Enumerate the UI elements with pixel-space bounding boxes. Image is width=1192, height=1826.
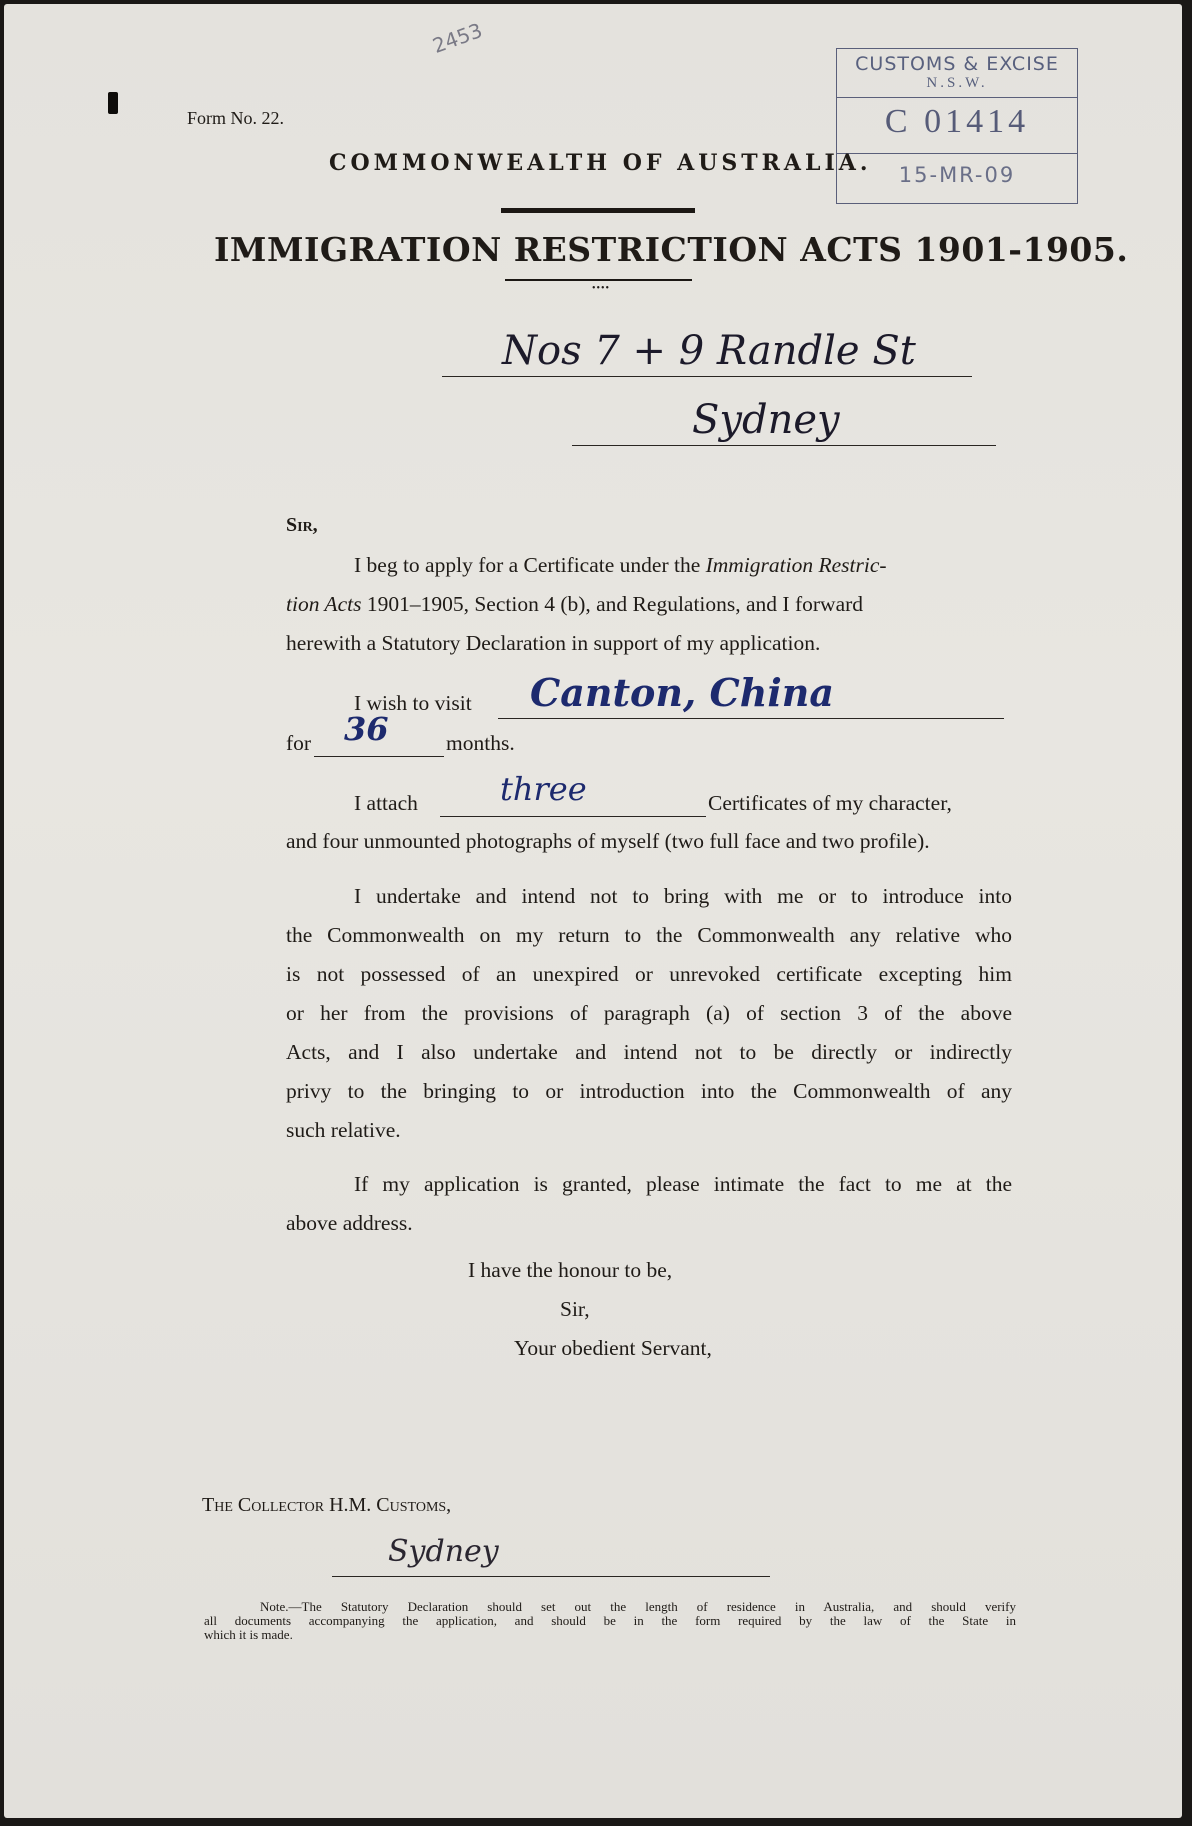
visit-destination-handwritten: Canton, China xyxy=(530,670,835,715)
granted-line: above address. xyxy=(286,1211,413,1235)
ornament-dots: •••• xyxy=(592,283,611,294)
stamp-number: C 01414 xyxy=(884,103,1030,140)
form-number: Form No. 22. xyxy=(187,108,285,128)
country-heading: COMMONWEALTH OF AUSTRALIA. xyxy=(329,150,872,176)
footnote xyxy=(204,1600,1016,1642)
act-name-italic: tion Acts xyxy=(286,592,362,616)
address-handwritten-2: Sydney xyxy=(692,397,840,443)
title-underline xyxy=(505,279,692,281)
undertaking-line: is not possessed of an unexpired or unrevoked certificate excepting him xyxy=(286,962,1012,986)
visit-field-line xyxy=(498,670,1004,719)
acts-title: IMMIGRATION RESTRICTION ACTS 1901-1905. xyxy=(214,230,1129,269)
para1-text: herewith a Statutory Declaration in support of my application. xyxy=(286,631,821,655)
attach-field-line xyxy=(440,770,706,817)
address-line-1 xyxy=(442,326,972,377)
stamp-nsw: N.S.W. xyxy=(926,75,988,91)
months-label: months. xyxy=(446,731,515,755)
months-field-line xyxy=(314,710,444,757)
salutation: Sir, xyxy=(286,514,318,536)
document-page xyxy=(4,4,1182,1818)
visit-label: I wish to visit xyxy=(354,691,472,715)
stamp-date: 15-MR-09 xyxy=(898,163,1016,187)
customs-stamp xyxy=(836,48,1078,204)
stamp-divider xyxy=(837,97,1077,98)
stamp-customs-excise: CUSTOMS & EXCISE xyxy=(855,53,1059,75)
address-line-2 xyxy=(572,397,996,446)
closing-honour: I have the honour to be, xyxy=(468,1258,673,1282)
address-handwritten-1: Nos 7 + 9 Randle St xyxy=(502,328,916,374)
attach-tail: Certificates of my character, xyxy=(708,791,952,815)
months-handwritten: 36 xyxy=(344,710,389,748)
undertaking-line: privy to the bringing to or introduction into the Commonwealth of any xyxy=(286,1079,1012,1103)
undertaking-line: such relative. xyxy=(286,1118,401,1142)
undertaking-line: Acts, and I also undertake and intend not to be directly or indirectly xyxy=(286,1040,1012,1064)
heading-rule xyxy=(501,208,695,213)
footnote-line: which it is made. xyxy=(204,1627,293,1642)
footnote-line: all documents accompanying the application, and should be in the form required by the law of the State in xyxy=(204,1613,1016,1628)
collector-label: The Collector H.M. Customs, xyxy=(202,1494,452,1516)
closing-sir: Sir, xyxy=(560,1297,590,1321)
collector-place-handwritten: Sydney xyxy=(388,1534,499,1569)
application-paragraph xyxy=(286,546,1010,663)
granted-line: If my application is granted, please intimate the fact to me at the xyxy=(354,1172,1012,1196)
undertaking-line: or her from the provisions of paragraph (a) of section 3 of the above xyxy=(286,1001,1012,1025)
granted-paragraph xyxy=(286,1165,1012,1243)
footnote-line: Note.—The Statutory Declaration should set out the length of residence in Australia, and should verify xyxy=(260,1599,1016,1614)
undertaking-paragraph xyxy=(286,877,1012,1150)
closing-servant: Your obedient Servant, xyxy=(514,1336,712,1360)
binding-hole-mark xyxy=(108,92,118,114)
attach-label: I attach xyxy=(354,791,418,815)
photographs-line: and four unmounted photographs of myself (two full face and two profile). xyxy=(286,829,930,853)
pencil-reference-number: 2453 xyxy=(429,18,486,58)
collector-place-line xyxy=(332,1534,770,1577)
undertaking-line: the Commonwealth on my return to the Commonwealth any relative who xyxy=(286,923,1012,947)
attach-count-handwritten: three xyxy=(500,770,587,808)
para1-text: I beg to apply for a Certificate under the xyxy=(354,553,706,577)
para1-text: 1901–1905, Section 4 (b), and Regulations, and I forward xyxy=(361,592,864,616)
undertaking-line: I undertake and intend not to bring with me or to introduce into xyxy=(354,884,1012,908)
stamp-divider xyxy=(837,153,1077,154)
act-name-italic: Immigration Restric- xyxy=(705,553,887,577)
for-label: for xyxy=(286,731,312,755)
